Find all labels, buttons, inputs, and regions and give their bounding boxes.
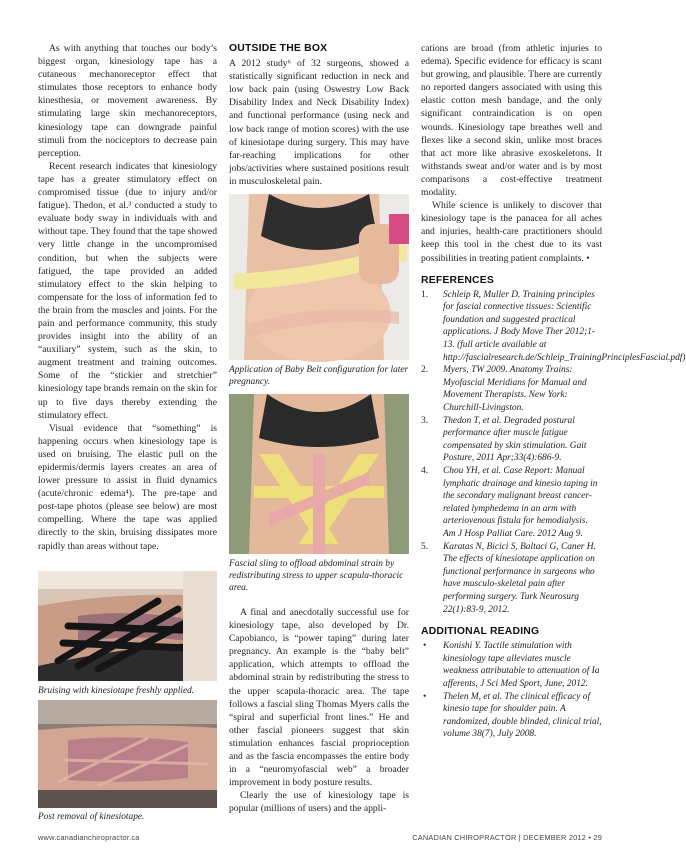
col2-paragraph-1: A 2012 study⁶ of 32 surgeons, showed a statistically significant reduction in neck and low back pain (using Oswestry Low Back Disability Index and Neck Disability Index) and functional performance (using neck and low back range of motion scores) with the use of kinesiotape during surgery. This may have far-reaching implications for other jobs/activities where sustained positions result in musculoskeletal pain. <box>229 58 409 187</box>
caption-baby-belt: Application of Baby Belt configuration for later pregnancy. <box>229 365 409 387</box>
col2-paragraph-2: A final and anecdotally successful use for kinesiology tape, also developed by Dr. Capobianco, is “power taping” during later pregnancy. An example is the “baby belt” application, which attempts to offload the abdominal strain by redistributing the stress to the upper scapula-thoracic area. The tape follows a fascial sling Thomas Myers calls the “spiral and superficial front lines.” He and other fascial pioneers suggest that skin stimulation enhances fascial proprioception and as the fascia encompasses the entire body in a “neuromyofascial web” a broader improvement in body posture results. <box>229 607 409 789</box>
reference-item: 5. Karatas N, Bicici S, Baltaci G, Caner H. The effects of kinesiotape application on functional performance in surgeons who have musculo-skeletal pain after performing surgery. Turk Neurosurg 22(1):83-9, 2012. <box>421 541 596 615</box>
photo-fascial-sling <box>229 394 409 554</box>
reference-item: 2. Myers, TW 2009. Anatomy Trains: Myofascial Meridians for Manual and Movement Therapists. New York: Churchill-Livingston. <box>421 365 587 414</box>
photo-post-removal <box>38 700 217 808</box>
column-3 <box>421 42 686 741</box>
references-list <box>421 289 686 616</box>
caption-fascial-sling: Fascial sling to offload abdominal strain by redistributing stress to upper scapula-thoracic area. <box>229 559 404 593</box>
col1-paragraph-3: Visual evidence that “something” is happening occurs when kinesiology tape is used on bruising. The elastic pull on the epidermis/dermis layers creates an area of lower pressure to assist in fluid dynamics (acute/chronic edema⁴). The pre-tape and post-tape photos (please see below) are most compelling. Where the tape was applied directly to the skin, bruising dissipates more rapidly than areas without tape. <box>38 422 217 552</box>
col1-paragraph-2: Recent research indicates that kinesiology tape has a greater stimulatory effect on compromised tissue (due to injury and/or fatigue). Thedon, et al.³ conducted a study to evaluate body sway in individuals with and without tape. They found that the tape showed very little change in the uncompromised condition, but when the subjects were fatigued, the tape provided an added stimulatory effect to the skin helping to compensate for the loss of information fed to the brain from the muscles and joints. For the pain and performance community, this study provides insight into the ability of an “auxiliary” system, such as the skin, to augment treatment and training outcomes. Some of the “stickier and stretchier” kinesiology tape brands remain on the skin for up to five days thereby extending the stimulatory effect. <box>38 160 217 421</box>
reference-item: 4. Chou YH, et al. Case Report: Manual lymphatic drainage and kinesio taping in the secondary malignant breast cancer-related lymphedema in an arm with arteriovenous fistula for hemodialysis. Am J Hosp Palliat Care. 2012 Aug 9. <box>421 466 598 539</box>
additional-reading-item: • Thelen M, et al. The clinical efficacy of kinesio tape for shoulder pain. A randomized, double blinded, clinical trial, volume 38(7), July 2008. <box>423 691 602 740</box>
photo-baby-belt <box>229 194 409 360</box>
column-2-lower <box>229 606 409 816</box>
references-heading: REFERENCES <box>421 274 495 286</box>
col3-paragraph-2: While science is unlikely to discover that kinesiology tape is the panacea for all aches and injuries, health-care practitioners should keep this tool in the chest due to its vast possibilities in treating patient complaints. • <box>421 200 602 264</box>
col1-paragraph-1: As with anything that touches our body’s biggest organ, kinesiology tape has a cutaneous mechanoreceptor effect that stimulates those receptors to enhance body kinesthesia, or movement awareness. By stimulating large skin mechanoreceptors, kinesiology tape can downgrade painful stimuli from the nociceptors to decrease pain perception. <box>38 43 217 159</box>
footer-website: www.canadianchiropractor.ca <box>38 833 140 842</box>
additional-reading-item: • Konishi Y. Tactile stimulation with kinesiology tape alleviates muscle weakness attributable to attenuation of Ia afferents, J Sci Med Sport, June, 2012. <box>423 641 600 689</box>
caption-bruising-taped: Bruising with kinesiotape freshly applied. <box>38 686 195 696</box>
footer-publication: CANADIAN CHIROPRACTOR | DECEMBER 2012 • 29 <box>412 833 602 842</box>
photo-bruising-taped <box>38 571 217 681</box>
reference-item: 3. Thedon T, et al. Degraded postural performance after muscle fatigue compensated by skin stimulation. Gait Posture, 2011 Apr;33(4):686-9. <box>421 415 587 464</box>
section-heading-outside-the-box: OUTSIDE THE BOX <box>229 43 328 54</box>
caption-post-removal: Post removal of kinesiotape. <box>38 812 145 822</box>
additional-reading-heading: ADDITIONAL READING <box>421 626 540 638</box>
additional-reading-list <box>421 640 602 741</box>
reference-item: 1. Schleip R, Muller D. Training principles for fascial connective tissues: Scientific foundation and suggested practical applications. J Body Move Ther 2012;1-13. (full article available at http://fascialresearch.de/Schleip_TrainingPrinciplesFascial.pdf) <box>421 289 686 363</box>
col2-paragraph-3: Clearly the use of kinesiology tape is popular (millions of users) and the appli- <box>229 790 409 815</box>
col3-paragraph-1: cations are broad (from athletic injuries to edema). Specific evidence for efficacy is scant but growing, and plausible. There are currently no reported dangers associated with using this elastic cotton mesh bandage, and the only significant contraindication is on open wounds. Kinesiology tape breathes well and flexes like a second skin, unlike most braces that act more like abrasive exoskeletons. It withstands sweat and/or water and is by most comparisons a cost-effective treatment modality. <box>421 43 602 199</box>
column-1 <box>38 42 217 553</box>
column-2 <box>229 42 409 188</box>
